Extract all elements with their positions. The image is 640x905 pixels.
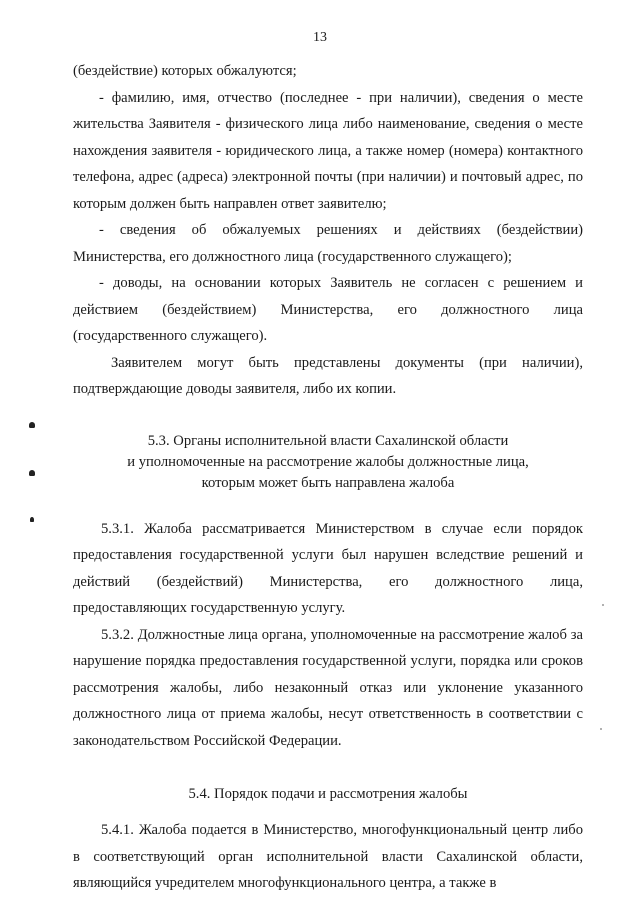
scan-speck — [600, 728, 602, 730]
paragraph: 5.4.1. Жалоба подается в Министерство, многофункциональный центр либо в соответствующий орган исполнительной власти Сахалинской области, являющийся учредителем многофункционального центра, а также в — [73, 822, 583, 891]
section-heading-5-4: 5.4. Порядок подачи и рассмотрения жалобы — [188, 786, 468, 802]
heading-line: и уполномоченные на рассмотрение жалобы должностные лица, — [127, 453, 529, 470]
binding-hole-mark — [29, 470, 35, 476]
heading-line: 5.3. Органы исполнительной власти Сахалинской области — [147, 432, 509, 449]
document-body — [73, 58, 583, 897]
paragraph: - фамилию, имя, отчество (последнее - при наличии), сведения о месте жительства Заявителя - физического лица либо наименование, сведения о месте нахождения заявителя - юридического лица, а также номер (номера) контактного телефона, адрес (адреса) электронной почты (при наличии) и почтовый адрес, по которым должен быть направлен ответ заявителю; — [73, 89, 583, 212]
scan-speck — [602, 604, 604, 606]
section-heading-5-3 — [73, 431, 583, 494]
heading-line: которым может быть направлена жалоба — [201, 474, 455, 491]
binding-hole-mark — [29, 422, 35, 428]
paragraph: - сведения об обжалуемых решениях и действиях (бездействии) Министерства, его должностного лица (государственного служащего); — [73, 222, 583, 265]
paragraph: (бездействие) которых обжалуются; — [73, 63, 297, 79]
binding-hole-mark — [30, 517, 34, 522]
paragraph: - доводы, на основании которых Заявитель не согласен с решением и действием (бездействием) Министерства, его должностного лица (государственного служащего). — [73, 275, 583, 344]
paragraph: 5.3.2. Должностные лица органа, уполномоченные на рассмотрение жалоб за нарушение порядка предоставления государственной услуги, порядка или сроков рассмотрения жалобы, либо незаконный отказ или уклонение указанного должностного лица от приема жалобы, несут ответственность в соответствии с законодательством Российской Федерации. — [73, 626, 583, 749]
paragraph: 5.3.1. Жалоба рассматривается Министерством в случае если порядок предоставления государственной услуги был нарушен вследствие решений и действий (бездействий) Министерства, его должностного лица, предоставляющих государственную услугу. — [73, 520, 583, 616]
paragraph: Заявителем могут быть представлены документы (при наличии), подтверждающие доводы заявителя, либо их копии. — [73, 354, 583, 397]
page-number: 13 — [313, 30, 327, 45]
